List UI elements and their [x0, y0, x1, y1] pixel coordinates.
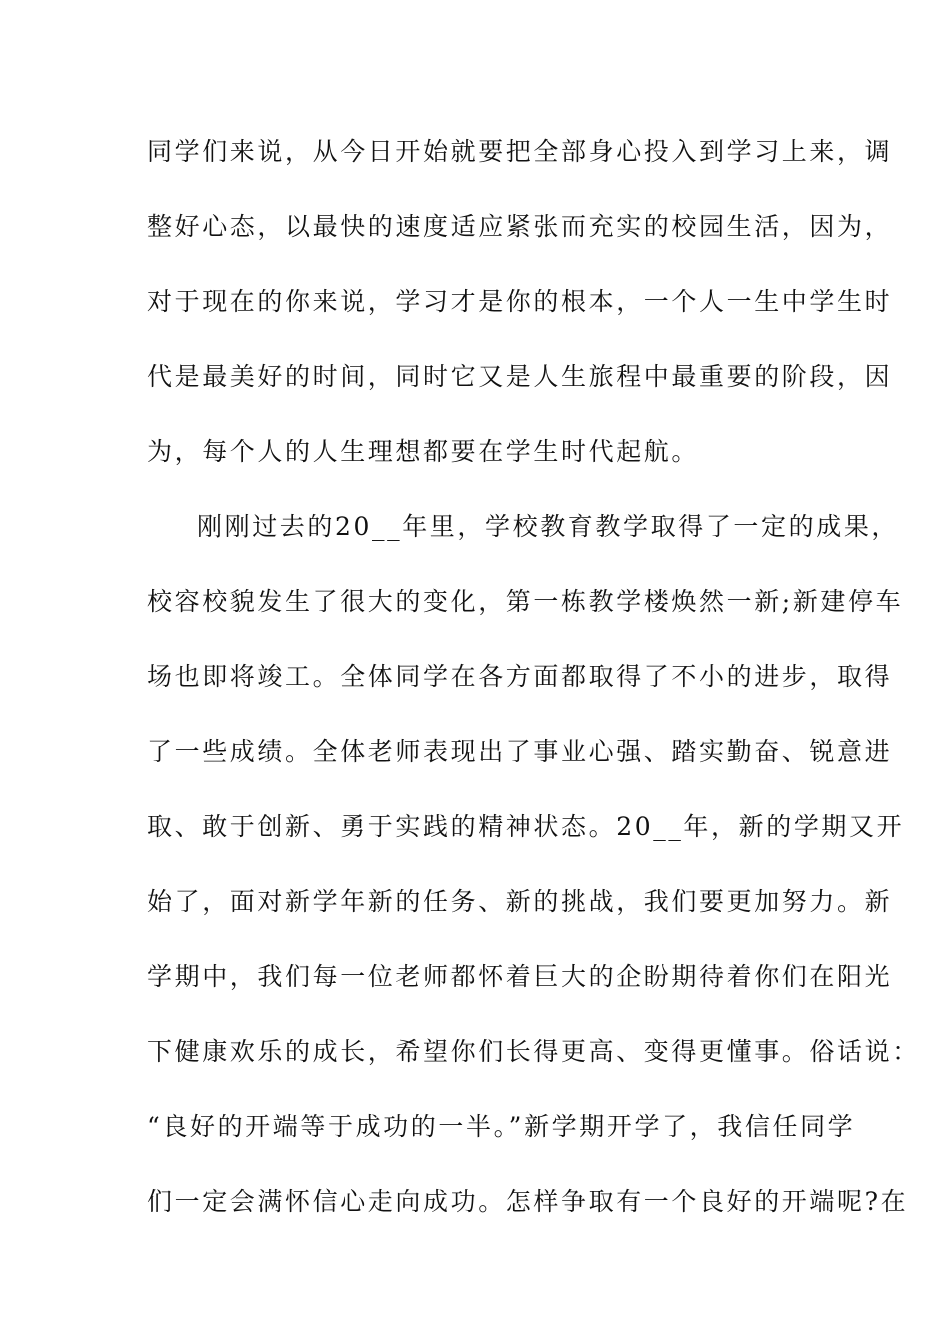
- text-line: 学期中，我们每一位老师都怀着巨大的企盼期待着你们在阳光: [147, 962, 893, 991]
- text-line: “良好的开端等于成功的一半。”新学期开学了，我信任同学: [147, 1112, 856, 1141]
- text-line: 刚刚过去的20__年里，学校教育教学取得了一定的成果，: [197, 512, 900, 541]
- text-line: 校容校貌发生了很大的变化，第一栋教学楼焕然一新;新建停车: [147, 587, 904, 616]
- text-line: 整好心态，以最快的速度适应紧张而充实的校园生活，因为，: [147, 212, 893, 241]
- text-line: 场也即将竣工。全体同学在各方面都取得了不小的进步，取得: [147, 662, 893, 691]
- text-line: 下健康欢乐的成长，希望你们长得更高、变得更懂事。俗话说：: [147, 1037, 920, 1066]
- text-line: 同学们来说，从今日开始就要把全部身心投入到学习上来，调: [147, 137, 893, 166]
- text-line: 始了，面对新学年新的任务、新的挑战，我们要更加努力。新: [147, 887, 893, 916]
- text-line: 了一些成绩。全体老师表现出了事业心强、踏实勤奋、锐意进: [147, 737, 893, 766]
- text-line: 们一定会满怀信心走向成功。怎样争取有一个良好的开端呢?在: [147, 1187, 909, 1216]
- text-line: 取、敢于创新、勇于实践的精神状态。20__年，新的学期又开: [147, 812, 905, 841]
- text-line: 对于现在的你来说，学习才是你的根本，一个人一生中学生时: [147, 287, 893, 316]
- text-line: 代是最美好的时间，同时它又是人生旅程中最重要的阶段，因: [147, 362, 893, 391]
- text-line: 为，每个人的人生理想都要在学生时代起航。: [147, 437, 700, 466]
